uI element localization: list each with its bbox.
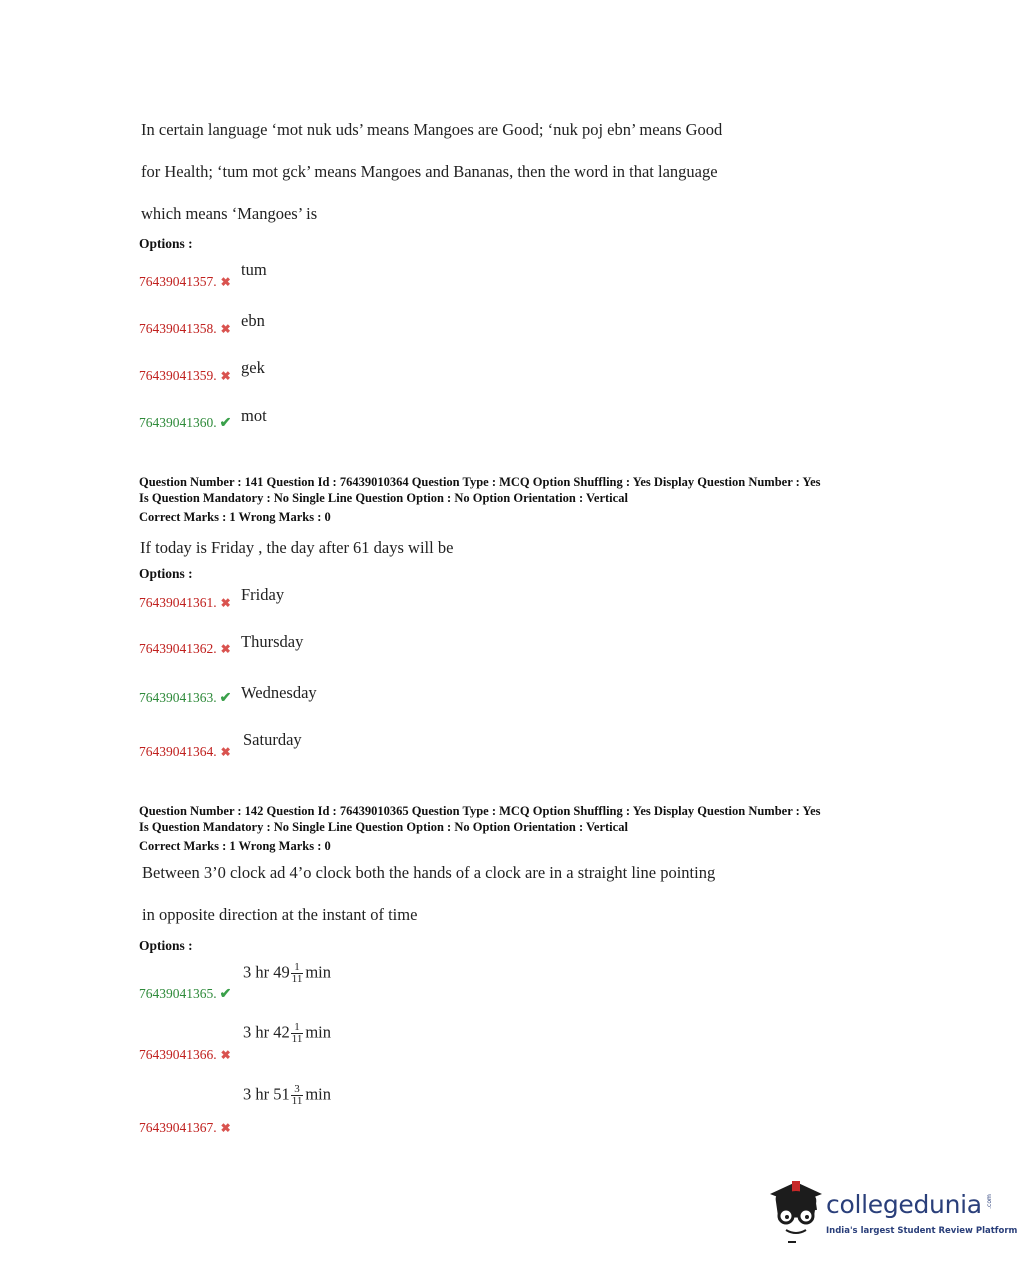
wrong-mark-icon: ✖ xyxy=(220,275,231,289)
option-text: 3 hr 42 $\frac{1}{11}$ min xyxy=(243,1021,332,1045)
option-text: Wednesday xyxy=(241,683,317,702)
logo-tagline: India's largest Student Review Platform xyxy=(826,1226,1018,1236)
option-id: 76439041367. ✖ xyxy=(139,1120,231,1135)
option-id: 76439041366. ✖ xyxy=(139,1047,231,1062)
question-text-line: for Health; ‘tum mot gck’ means Mangoes and Bananas, then the word in that language xyxy=(141,162,718,181)
graduate-mascot-icon xyxy=(766,1176,826,1246)
wrong-mark-icon: ✖ xyxy=(220,1048,231,1062)
check-mark-icon: ✔ xyxy=(219,987,232,1002)
option-id: 76439041359. ✖ xyxy=(139,368,231,383)
check-mark-icon: ✔ xyxy=(219,416,232,431)
options-label: Options : xyxy=(139,938,193,953)
option-id: 76439041362. ✖ xyxy=(139,641,231,656)
option-id: 76439041364. ✖ xyxy=(139,744,231,759)
logo-domain: .com xyxy=(985,1194,993,1209)
wrong-mark-icon: ✖ xyxy=(220,369,231,383)
question-meta: Correct Marks : 1 Wrong Marks : 0 xyxy=(139,839,331,853)
option-id: 76439041358. ✖ xyxy=(139,321,231,336)
option-text: 3 hr 51 $\frac{3}{11}$ min xyxy=(243,1083,332,1107)
option-text: 3 hr 49 $\frac{1}{11}$ min xyxy=(243,961,332,985)
fraction: $\frac{1}{11}$ xyxy=(291,961,303,985)
question-text-line: in opposite direction at the instant of time xyxy=(142,905,418,924)
option-text: tum xyxy=(241,260,267,279)
question-meta: Is Question Mandatory : No Single Line Question Option : No Option Orientation : Vertical xyxy=(139,491,628,505)
fraction: $\frac{1}{11}$ xyxy=(291,1021,303,1045)
check-mark-icon: ✔ xyxy=(219,691,232,706)
question-meta: Is Question Mandatory : No Single Line Question Option : No Option Orientation : Vertical xyxy=(139,820,628,834)
option-text: Friday xyxy=(241,585,285,604)
option-id: 76439041365. ✔ xyxy=(139,986,232,1002)
wrong-mark-icon: ✖ xyxy=(220,322,231,336)
collegedunia-logo xyxy=(766,1176,1018,1246)
question-text-line: which means ‘Mangoes’ is xyxy=(141,204,318,223)
option-id: 76439041360. ✔ xyxy=(139,415,232,431)
option-text: gek xyxy=(241,358,265,377)
question-meta: Question Number : 142 Question Id : 76439010365 Question Type : MCQ Option Shuffling : Yes Display Question Number : Yes xyxy=(139,804,821,818)
option-id: 76439041357. ✖ xyxy=(139,274,231,289)
option-text: Thursday xyxy=(241,632,304,651)
options-label: Options : xyxy=(139,566,193,581)
option-id: 76439041361. ✖ xyxy=(139,595,231,610)
option-text: mot xyxy=(241,406,267,425)
question-text: If today is Friday , the day after 61 days will be xyxy=(140,538,454,557)
question-text-line: Between 3’0 clock ad 4’o clock both the hands of a clock are in a straight line pointing xyxy=(142,863,716,882)
question-text-line: In certain language ‘mot nuk uds’ means Mangoes are Good; ‘nuk poj ebn’ means Good xyxy=(141,120,723,139)
wrong-mark-icon: ✖ xyxy=(220,1121,231,1135)
option-text: Saturday xyxy=(243,730,302,749)
fraction: $\frac{3}{11}$ xyxy=(291,1083,303,1107)
wrong-mark-icon: ✖ xyxy=(220,745,231,759)
options-label: Options : xyxy=(139,236,193,251)
question-meta: Correct Marks : 1 Wrong Marks : 0 xyxy=(139,510,331,524)
option-id: 76439041363. ✔ xyxy=(139,690,232,706)
logo-wordmark: collegedunia xyxy=(826,1190,982,1219)
option-text: ebn xyxy=(241,311,265,330)
wrong-mark-icon: ✖ xyxy=(220,596,231,610)
question-meta: Question Number : 141 Question Id : 76439010364 Question Type : MCQ Option Shuffling : Yes Display Question Number : Yes xyxy=(139,475,821,489)
wrong-mark-icon: ✖ xyxy=(220,642,231,656)
